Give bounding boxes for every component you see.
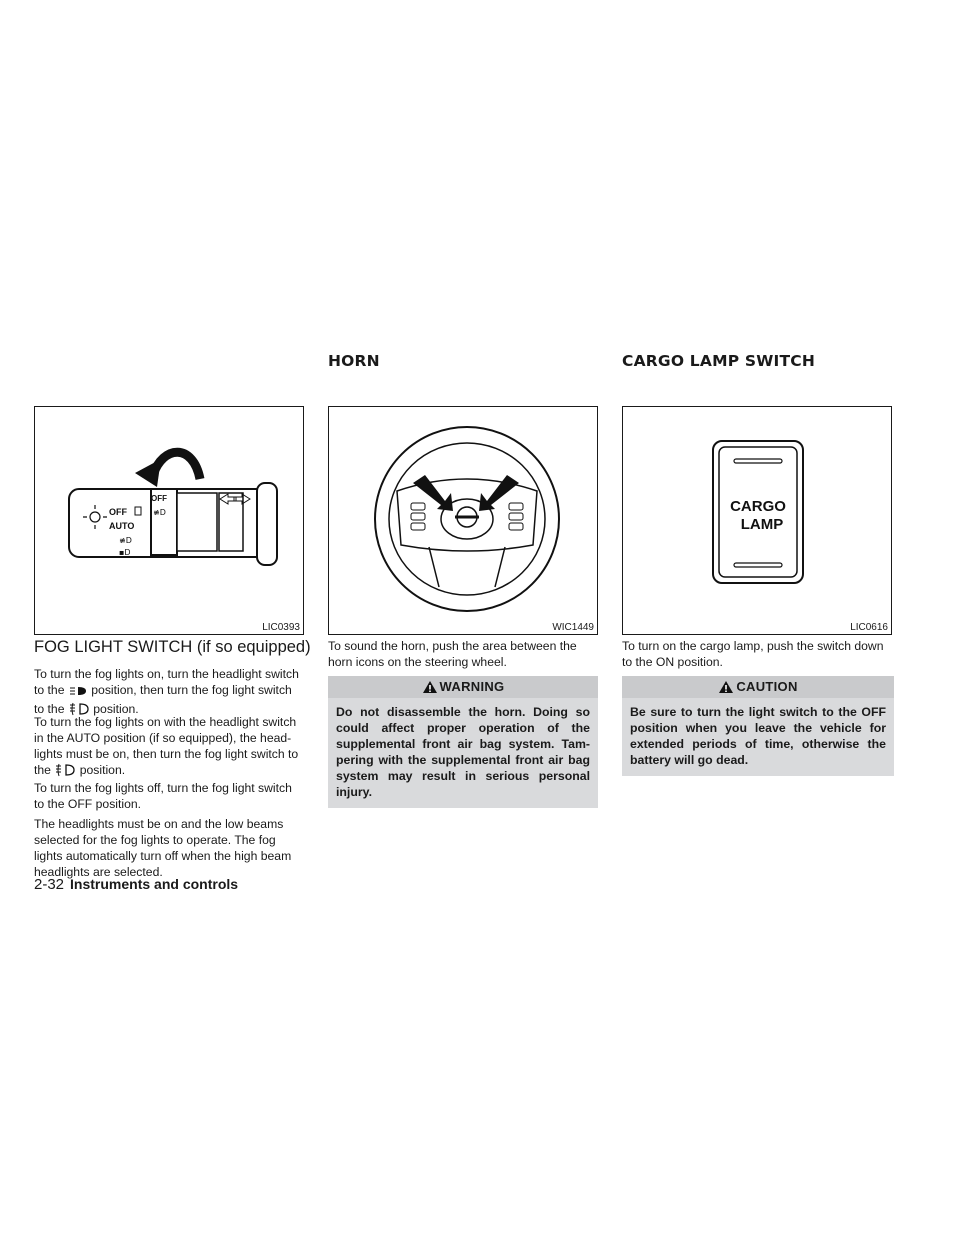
fog-section-title: FOG LIGHT SWITCH (if so equipped) bbox=[34, 638, 311, 656]
warning-box bbox=[328, 676, 598, 808]
svg-text:≢D: ≢D bbox=[153, 508, 166, 517]
figure-steering-wheel bbox=[328, 406, 598, 635]
figure-id-cargo: LIC0616 bbox=[850, 622, 888, 633]
horn-paragraph-1: To sound the horn, push the area between the horn icons on the steering wheel. bbox=[328, 639, 577, 669]
fog-paragraph-1: To turn the fog lights on, turn the headlight switch to the position, then turn the fog light switch to the position. bbox=[34, 666, 304, 720]
svg-text:▪D: ▪D bbox=[119, 548, 131, 557]
fog-label-off: OFF bbox=[151, 494, 167, 503]
chapter-title: Instruments and controls bbox=[70, 876, 239, 892]
fog-paragraph-2: To turn the fog lights on with the headlight switch in the AUTO position (if so equipped), the head- lights must be on, then turn the fog light switch to the position. bbox=[34, 714, 304, 781]
fog-paragraph-3: To turn the fog lights off, turn the fog light switch to the OFF position. bbox=[34, 781, 292, 811]
caution-icon bbox=[718, 680, 734, 694]
headlight-icon bbox=[68, 685, 88, 701]
caution-box bbox=[622, 676, 894, 776]
svg-text:≢D: ≢D bbox=[119, 536, 132, 545]
heading-horn: HORN bbox=[328, 352, 380, 370]
figure-fog-light-switch bbox=[34, 406, 304, 635]
cargo-paragraph-1: To turn on the cargo lamp, push the switch down to the ON position. bbox=[622, 639, 884, 669]
figure-id-fog: LIC0393 bbox=[262, 622, 300, 633]
warning-text: Do not disassemble the horn. Doing so could affect proper operation of the supplemental front air bag system. Tam- pering with the supplemental front air bag system may result in serious personal injury. bbox=[336, 705, 590, 799]
warning-title: WARNING bbox=[328, 676, 598, 698]
cargo-label-line2: LAMP bbox=[740, 516, 784, 533]
fog-light-icon bbox=[54, 763, 76, 781]
caution-text: Be sure to turn the light switch to the OFF position when you leave the vehicle for extended periods of time, otherwise the battery will go dead. bbox=[630, 705, 886, 767]
page-footer bbox=[34, 876, 238, 893]
fog-paragraph-4: The headlights must be on and the low beams selected for the fog lights to operate. The fog lights automatically turn off when the high beam headlights are selected. bbox=[34, 817, 292, 879]
switch-label-off: OFF bbox=[109, 507, 127, 517]
switch-label-auto: AUTO bbox=[109, 521, 135, 531]
figure-cargo-lamp-switch bbox=[622, 406, 892, 635]
figure-id-horn: WIC1449 bbox=[552, 622, 594, 633]
warning-icon bbox=[422, 680, 438, 694]
page-number: 2-32 bbox=[34, 876, 65, 893]
caution-title: CAUTION bbox=[622, 676, 894, 698]
cargo-label-line1: CARGO bbox=[730, 498, 786, 515]
heading-cargo-lamp-switch: CARGO LAMP SWITCH bbox=[622, 352, 816, 370]
